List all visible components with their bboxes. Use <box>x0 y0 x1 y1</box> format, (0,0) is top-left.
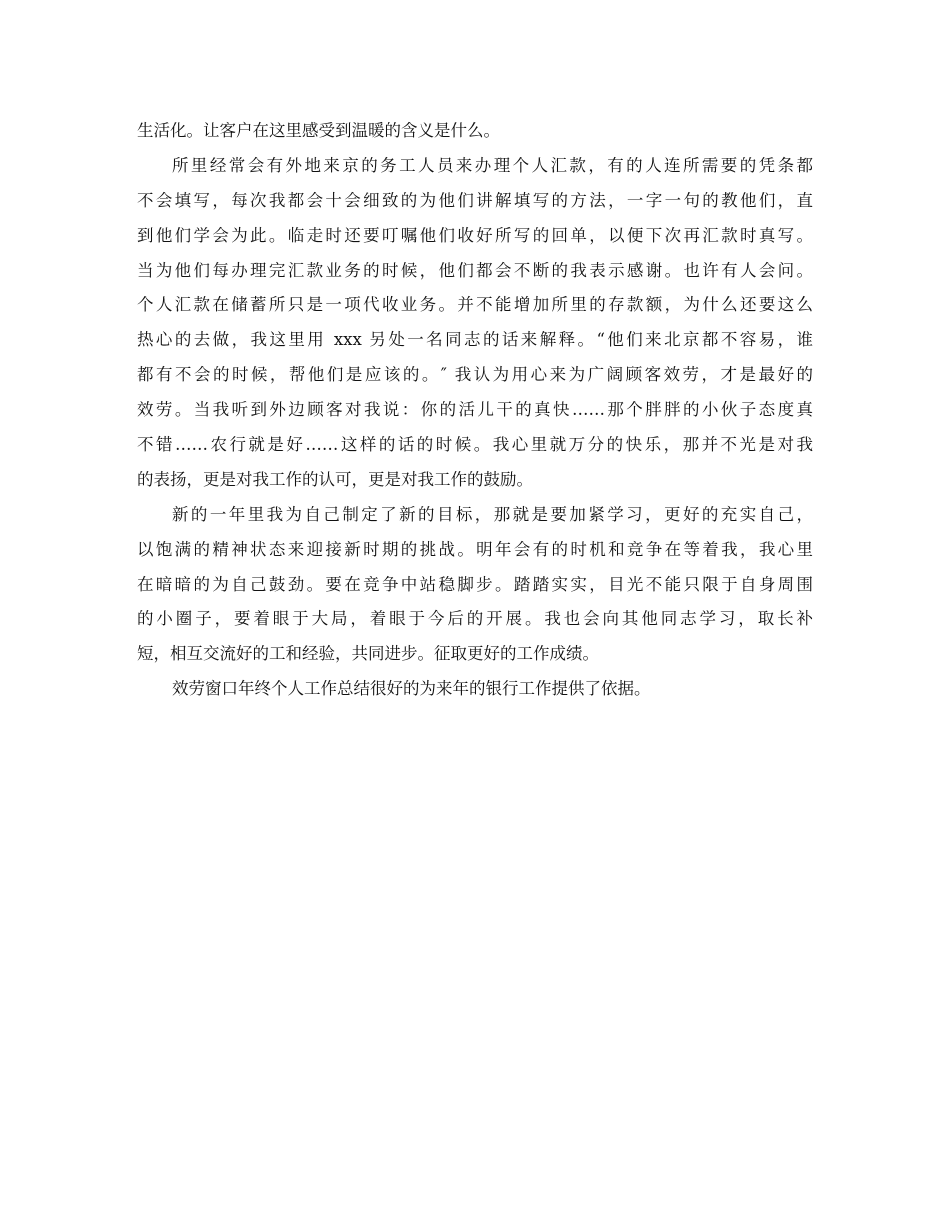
text-line: 以饱满的精神状态来迎接新时期的挑战。明年会有的时机和竞争在等着我，我心里 <box>137 539 813 559</box>
text-line: 到他们学会为此。临走时还要叮嘱他们收好所写的回单，以便下次再汇款时真写。 <box>137 225 813 245</box>
text-line: 生活化。让客户在这里感受到温暖的含义是什么。 <box>137 121 500 140</box>
paragraph-first-line: 新的一年里我为自己制定了新的目标，那就是要加紧学习，更好的充实自己， <box>172 504 813 524</box>
document-body <box>137 114 813 707</box>
text-line: 在暗暗的为自己鼓劲。要在竞争中站稳脚步。踏踏实实，目光不能只限于自身周围 <box>137 574 813 594</box>
text-line: 的小圈子，要着眼于大局，着眼于今后的开展。我也会向其他同志学习，取长补 <box>137 609 813 629</box>
text-line: 短，相互交流好的工和经验，共同进步。征取更好的工作成绩。 <box>137 644 599 664</box>
text-line: 效劳。当我听到外边顾客对我说：你的活儿干的真快……那个胖胖的小伙子态度真 <box>137 400 813 420</box>
text-line: 热心的去做，我这里用 xxx 另处一名同志的话来解释。“他们来北京都不容易，谁 <box>137 330 813 350</box>
text-line: 的表扬，更是对我工作的认可，更是对我工作的鼓励。 <box>137 469 533 489</box>
text-line: 个人汇款在储蓄所只是一项代收业务。并不能增加所里的存款额，为什么还要这么 <box>137 295 813 315</box>
paragraph-first-line: 效劳窗口年终个人工作总结很好的为来年的银行工作提供了依据。 <box>172 679 651 699</box>
text-line: 都有不会的时候，帮他们是应该的。″ 我认为用心来为广阔顾客效劳，才是最好的 <box>137 365 813 385</box>
text-line: 当为他们每办理完汇款业务的时候，他们都会不断的我表示感谢。也许有人会问。 <box>137 260 813 280</box>
text-line: 不会填写，每次我都会十会细致的为他们讲解填写的方法，一字一句的教他们，直 <box>137 190 813 210</box>
text-line: 不错……农行就是好……这样的话的时候。我心里就万分的快乐，那并不光是对我 <box>137 435 813 455</box>
paragraph-first-line: 所里经常会有外地来京的务工人员来办理个人汇款，有的人连所需要的凭条都 <box>172 155 813 175</box>
